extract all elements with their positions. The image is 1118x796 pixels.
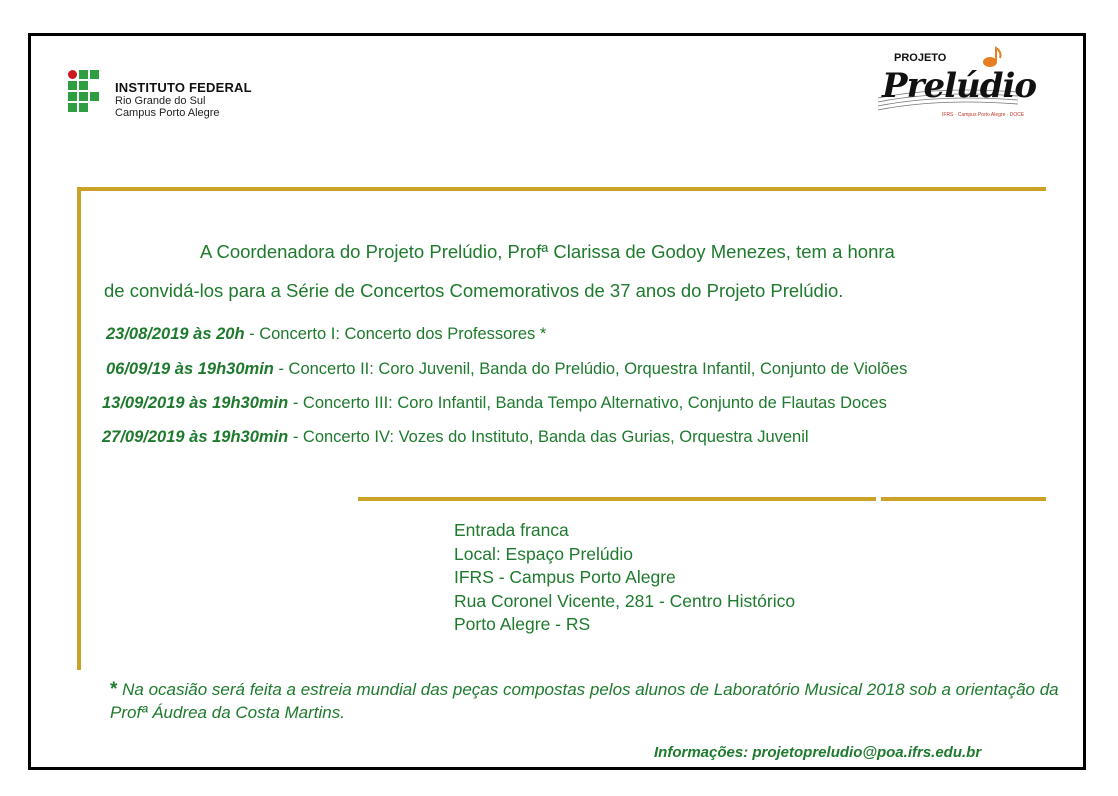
- if-logo: [68, 70, 268, 120]
- contact-info: Informações: projetopreludio@poa.ifrs.edu.br: [654, 744, 982, 761]
- preludio-logo: [868, 46, 1037, 124]
- event-date: 06/09/19 às 19h30min: [106, 360, 274, 378]
- if-logo-state: Rio Grande do Sul: [115, 95, 206, 107]
- info-city: Porto Alegre - RS: [454, 614, 591, 634]
- event-date: 27/09/2019 às 19h30min: [102, 428, 289, 446]
- footnote-asterisk: *: [110, 679, 118, 700]
- if-logo-campus: Campus Porto Alegre: [115, 107, 220, 119]
- divider-gold-line-left: [358, 497, 876, 501]
- event-date: 13/09/2019 às 19h30min: [102, 394, 289, 412]
- event-description: - Concerto IV: Vozes do Instituto, Banda das Gurias, Orquestra Juvenil: [288, 428, 809, 446]
- info-campus: IFRS - Campus Porto Alegre: [454, 567, 676, 587]
- left-gold-line: [77, 187, 81, 670]
- event-description: - Concerto III: Coro Infantil, Banda Tempo Alternativo, Conjunto de Flautas Doces: [288, 394, 887, 412]
- preludio-logo-name: Prelúdio: [882, 66, 1037, 106]
- footnote: [110, 678, 1070, 724]
- venue-info: [454, 519, 795, 637]
- event-item: [106, 360, 907, 379]
- top-gold-line: [78, 187, 1046, 191]
- footnote-text: Na ocasião será feita a estreia mundial das peças compostas pelos alunos de Laboratório Musical 2018 sob a orientação da Profª Áudrea da Costa Martins.: [110, 680, 1059, 722]
- preludio-logo-footer: IFRS · Campus Porto Alegre · DOCE: [942, 112, 1025, 118]
- event-description: - Concerto II: Coro Juvenil, Banda do Prelúdio, Orquestra Infantil, Conjunto de Violões: [273, 360, 908, 378]
- if-logo-grid-icon: [68, 70, 110, 118]
- event-item: [102, 428, 809, 447]
- invitation-line-2: de convidá-los para a Série de Concertos Comemorativos de 37 anos do Projeto Prelúdio.: [104, 280, 844, 301]
- if-logo-name: INSTITUTO FEDERAL: [115, 80, 252, 95]
- info-location: Local: Espaço Prelúdio: [454, 543, 633, 564]
- event-date: 23/08/2019 às 20h: [106, 325, 245, 343]
- info-admission: Entrada franca: [454, 520, 569, 540]
- info-address: Rua Coronel Vicente, 281 - Centro Histórico: [454, 590, 796, 611]
- invitation-text: [104, 232, 1034, 310]
- event-item: [106, 325, 546, 344]
- event-item: [102, 394, 887, 413]
- preludio-logo-projeto: PROJETO: [894, 52, 947, 64]
- event-description: - Concerto I: Concerto dos Professores *: [244, 325, 547, 343]
- divider-gold-line-right: [881, 497, 1046, 501]
- invitation-line-1: A Coordenadora do Projeto Prelúdio, Profª Clarissa de Godoy Menezes, tem a honra: [200, 241, 895, 262]
